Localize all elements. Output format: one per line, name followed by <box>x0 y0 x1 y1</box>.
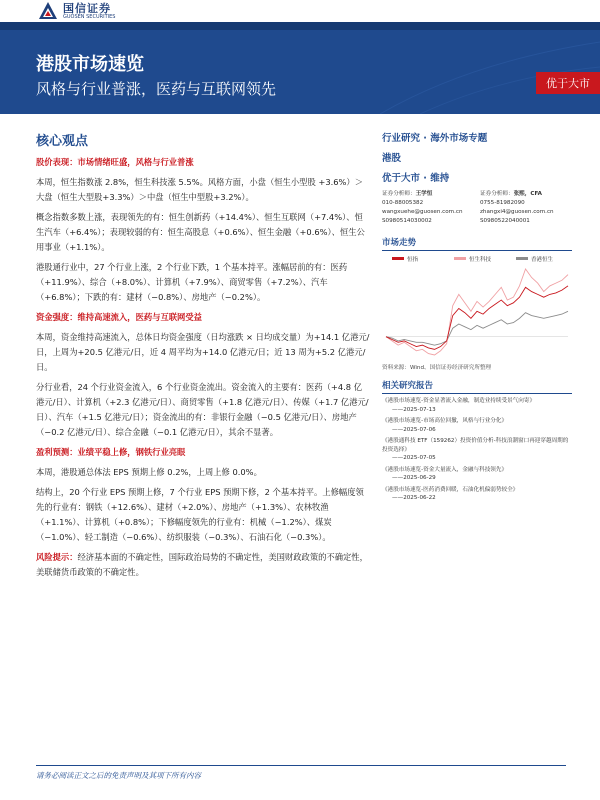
section-title: 股价表现：市场情绪旺盛，风格与行业普涨 <box>36 157 194 167</box>
related-report-date: ——2025-06-29 <box>392 475 436 481</box>
legend-label: 恒指 <box>407 257 419 263</box>
legend-label: 香港恒生 <box>531 257 554 263</box>
header-banner <box>0 22 600 114</box>
section-paragraph: 本周，港股通总体法 EPS 预期上修 0.2%，上周上修 0.0%。 <box>36 467 262 477</box>
section-paragraph: 港股通行业中，27 个行业上涨，2 个行业下跌，1 个基本持平。涨幅居前的有：医药（+11.9%）、综合（+8.0%）、计算机（+7.9%）、商贸零售（+7.2%）、汽车（+6.8%）；下跌的有：建材（−0.8%）、房地产（−0.2%）。 <box>36 262 348 302</box>
related-report-title: 《港股市场速览-市场高位回撤，风格与行业分化》 <box>382 418 508 424</box>
analyst-role: 证券分析师： <box>480 191 514 197</box>
analyst-email[interactable]: wangxuehe@guosen.com.cn <box>382 209 463 215</box>
chart-title: 市场走势 <box>382 236 572 251</box>
section-title: 盈利预测：业绩平稳上修，钢铁行业亮眼 <box>36 447 186 457</box>
report-market: 港股 <box>382 153 402 164</box>
trend-chart-svg <box>382 253 572 361</box>
analyst-card <box>480 190 572 226</box>
legend-swatch <box>392 257 404 260</box>
related-report[interactable] <box>382 397 572 414</box>
section-paragraph: 本周，恒生指数涨 2.8%，恒生科技涨 5.5%。风格方面，小盘（恒生小型股 +3.6%）＞大盘（恒生大型股+3.3%）＞中盘（恒生中型股+3.2%）。 <box>36 177 364 202</box>
chart-source: 资料来源：Wind、国信证券经济研究所整理 <box>382 365 492 371</box>
rating-tag: 优于大市 <box>536 72 600 94</box>
sidebar <box>382 130 572 503</box>
series-line <box>386 311 568 345</box>
related-report[interactable] <box>382 486 572 503</box>
risk-label: 风险提示： <box>36 552 78 562</box>
analyst-name: 张熙，CFA <box>513 191 542 197</box>
risk-text: 经济基本面的不确定性，国际政治局势的不确定性，美国财政政策的不确定性，美联储货币政策的不确定性。 <box>36 552 368 577</box>
report-category: 行业研究 · 海外市场专题 <box>382 133 488 144</box>
brand-name-en: GUOSEN SECURITIES <box>63 13 116 20</box>
related-report-title: 《港股通科技 ETF（159262）投资价值分析-科技浪潮窗口再迎穿越周期的投资选择》 <box>382 438 569 453</box>
related-report-title: 《港股市场速览-医药消费回暖，石油化机偏弱势较全》 <box>382 486 519 493</box>
analyst-role: 证券分析师： <box>382 191 416 197</box>
section-paragraph: 结构上，20 个行业 EPS 预期上修，7 个行业 EPS 预期下修，2 个基本持平。上修幅度领先的行业有：钢铁（+12.6%）、建材（+2.0%）、房地产（+1.3%）、农林牧渔（+1.1%）、计算机（+0.8%）；下修幅度领先的行业有：机械（−1.2%）、煤炭（−1.0%）、轻工制造（−0.6%）、纺织服装（−0.3%）、石油石化（−0.3%）。 <box>36 487 364 542</box>
summary-column <box>36 130 370 585</box>
guosen-logo-icon <box>38 1 58 21</box>
analyst-phone: 010-88005382 <box>382 200 424 206</box>
footer-divider <box>36 765 566 766</box>
analyst-list <box>382 190 572 226</box>
analyst-name: 王学恒 <box>415 191 433 197</box>
related-report-title: 《港股市场速览-资金大量流入，金融与科技领先》 <box>382 466 508 473</box>
brand-logo <box>38 0 148 22</box>
risk-note <box>36 550 370 580</box>
analyst-license: S0980514030002 <box>382 218 432 224</box>
legend-label: 恒生科技 <box>469 257 492 263</box>
related-report-date: ——2025-07-05 <box>392 455 436 461</box>
related-report[interactable] <box>382 466 572 483</box>
related-report-date: ——2025-07-06 <box>392 426 436 433</box>
related-report-date: ——2025-06-22 <box>392 495 436 501</box>
page-title: 港股市场速览 <box>36 54 144 75</box>
legend-swatch <box>454 257 466 260</box>
summary-heading: 核心观点 <box>36 134 89 149</box>
analyst-card <box>382 190 474 226</box>
section-paragraph: 本周，资金维持高速流入，总体日均资金强度（日均涨跌 × 日均成交量）为+14.1 亿港元/日，上周为+20.5 亿港元/日，近 4 周平均为+14.0 亿港元/日；近 13 周为+5.2 亿港元/日。 <box>36 332 370 372</box>
related-reports-title: 相关研究报告 <box>382 379 572 394</box>
analyst-phone: 0755-81982090 <box>480 200 525 206</box>
brand-name: 国信证券 <box>63 1 111 15</box>
section-paragraph: 概念指数多数上涨，表现领先的有：恒生创新药（+14.4%）、恒生互联网（+7.4%）、恒生汽车（+6.4%）；表现较弱的有：恒生高股息（+0.6%）、恒生金融（+0.6%）、恒生公用事业（+1.1%）。 <box>36 212 365 252</box>
page-subtitle: 风格与行业普涨，医药与互联网领先 <box>36 80 277 98</box>
market-trend-chart <box>382 253 572 361</box>
related-report-title: 《港股市场速览-资金显著流入金融，制造业持续受景气向寄》 <box>382 398 536 404</box>
related-report[interactable] <box>382 417 572 434</box>
analyst-license: S0980522040001 <box>480 218 530 224</box>
legend-swatch <box>516 257 528 260</box>
related-report[interactable] <box>382 437 572 463</box>
analyst-email[interactable]: zhangxi4@guosen.com.cn <box>480 209 554 215</box>
report-rating: 优于大市 · 维持 <box>382 173 450 184</box>
footer-disclaimer: 请务必阅读正文之后的免责声明及其项下所有内容 <box>36 771 201 780</box>
section-title: 资金强度：维持高速流入，医药与互联网受益 <box>36 312 202 322</box>
section-paragraph: 分行业看，24 个行业资金流入，6 个行业资金流出。资金流入的主要有：医药（+4.8 亿港元/日）、计算机（+2.3 亿港元/日）、商贸零售（+1.8 亿港元/日）、传媒（+1.7 亿港元/日）、汽车（+1.5 亿港元/日）；资金流出的有：非银行金融（−0.5 亿港元/日）、房地产（−0.2 亿港元/日）、综合金融（−0.1 亿港元/日），其余不显著。 <box>36 382 369 437</box>
series-line <box>386 269 568 355</box>
related-report-date: ——2025-07-13 <box>392 406 436 413</box>
